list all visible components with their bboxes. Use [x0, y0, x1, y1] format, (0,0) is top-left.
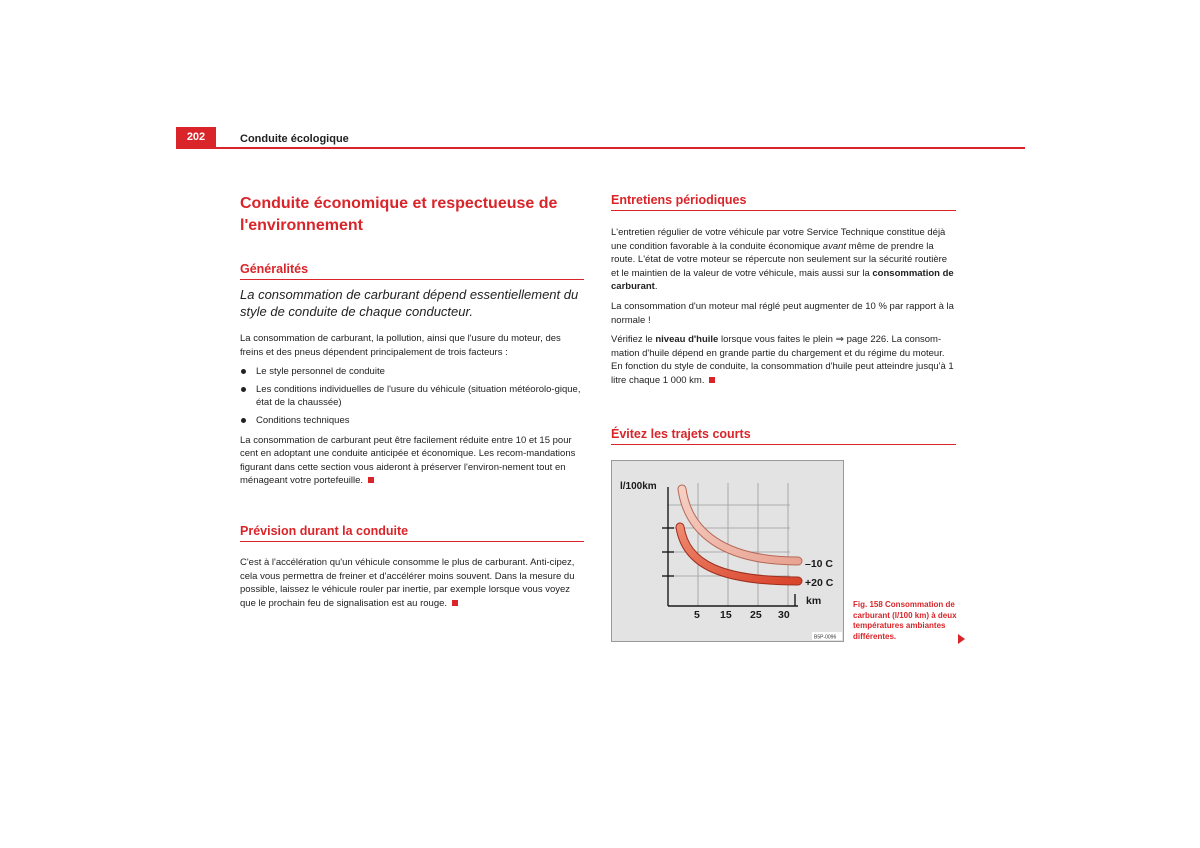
bullet-icon	[241, 369, 246, 374]
header-divider	[176, 147, 1025, 149]
right-column	[611, 193, 956, 445]
list-item: Les conditions individuelles de l'usure du véhicule (situation météorolo-gique, état de la chaussée)	[240, 383, 584, 410]
entretien-paragraph: L'entretien régulier de votre véhicule par votre Service Technique constitue déjà une condition favorable à la conduite économique avant même de prendre la route. L'état de votre moteur se répercute non seulement sur la sécurité routière et le maintien de la valeur de votre véhicule, mais aussi sur la consommation de carburant.	[611, 227, 954, 293]
end-of-section-icon	[368, 477, 374, 483]
x-tick-label: 30	[778, 609, 790, 621]
factor-list	[240, 365, 584, 427]
heading-prevision: Prévision durant la conduite	[240, 524, 584, 542]
page-number: 202	[176, 127, 216, 147]
lead-paragraph: La consommation de carburant dépend essentiellement du style de conduite de chaque conducteur.	[240, 287, 579, 319]
page-reference-arrow-icon: ⇒	[835, 334, 844, 346]
heading-generalites: Généralités	[240, 262, 584, 280]
chapter-title: Conduite écologique	[240, 133, 349, 145]
curve-label-warm: +20 C	[805, 577, 834, 589]
bullet-icon	[241, 387, 246, 392]
reduction-paragraph: La consommation de carburant peut être facilement réduite entre 10 et 15 pour cent en adoptant une conduite anticipée et économique. Les recom-mandations figurant dans cette section vous aideront à préserver l'environ-nement tout en ménageant votre portefeuille.	[240, 434, 576, 487]
left-column	[240, 193, 584, 610]
section-title: Conduite économique et respectueuse de l'environnement	[240, 195, 558, 234]
page-header	[176, 127, 1025, 149]
end-of-section-icon	[452, 600, 458, 606]
figure-caption: Fig. 158 Consommation de carburant (l/100 km) à deux températures ambiantes différentes.	[853, 600, 957, 641]
curve-label-cold: –10 C	[805, 558, 834, 570]
consumption-diagram	[612, 461, 843, 641]
bullet-icon	[241, 418, 246, 423]
x-tick-label: 25	[750, 609, 762, 621]
list-item: Conditions techniques	[240, 414, 584, 428]
heading-trajets: Évitez les trajets courts	[611, 427, 956, 445]
x-tick-label: 5	[694, 609, 700, 621]
consumption-figure	[611, 460, 844, 642]
heading-entretiens: Entretiens périodiques	[611, 193, 956, 211]
intro-paragraph: La consommation de carburant, la pollution, ainsi que l'usure du moteur, des freins et des pneus dépendent principalement de trois facteurs :	[240, 333, 561, 358]
x-tick-label: 15	[720, 609, 732, 621]
end-of-section-icon	[709, 377, 715, 383]
prevision-paragraph: C'est à l'accélération qu'un véhicule consomme le plus de carburant. Anti-cipez, cela vous permettra de freiner et d'accélérer moins souvent. Dans la mesure du possible, laissez le véhicule rouler par inertie, par exemple lorsque vous voyez que le prochain feu de signalisation est au rouge.	[240, 556, 575, 609]
figure-ref-code: B5P-0096	[814, 634, 837, 641]
y-axis-label: l/100km	[620, 481, 657, 492]
moteur-paragraph: La consommation d'un moteur mal réglé peut augmenter de 10 % par rapport à la normale !	[611, 300, 954, 326]
list-item: Le style personnel de conduite	[240, 365, 584, 379]
continue-arrow-icon	[958, 634, 965, 644]
x-axis-label: km	[806, 595, 822, 607]
huile-paragraph: Vérifiez le niveau d'huile lorsque vous faites le plein ⇒ page 226. La consom-mation d'huile dépend en grande partie du chargement et du régime du moteur. En fonction du style de conduite, la consommation d'huile peut atteindre jusqu'à 1 litre chaque 1 000 km.	[611, 334, 954, 386]
